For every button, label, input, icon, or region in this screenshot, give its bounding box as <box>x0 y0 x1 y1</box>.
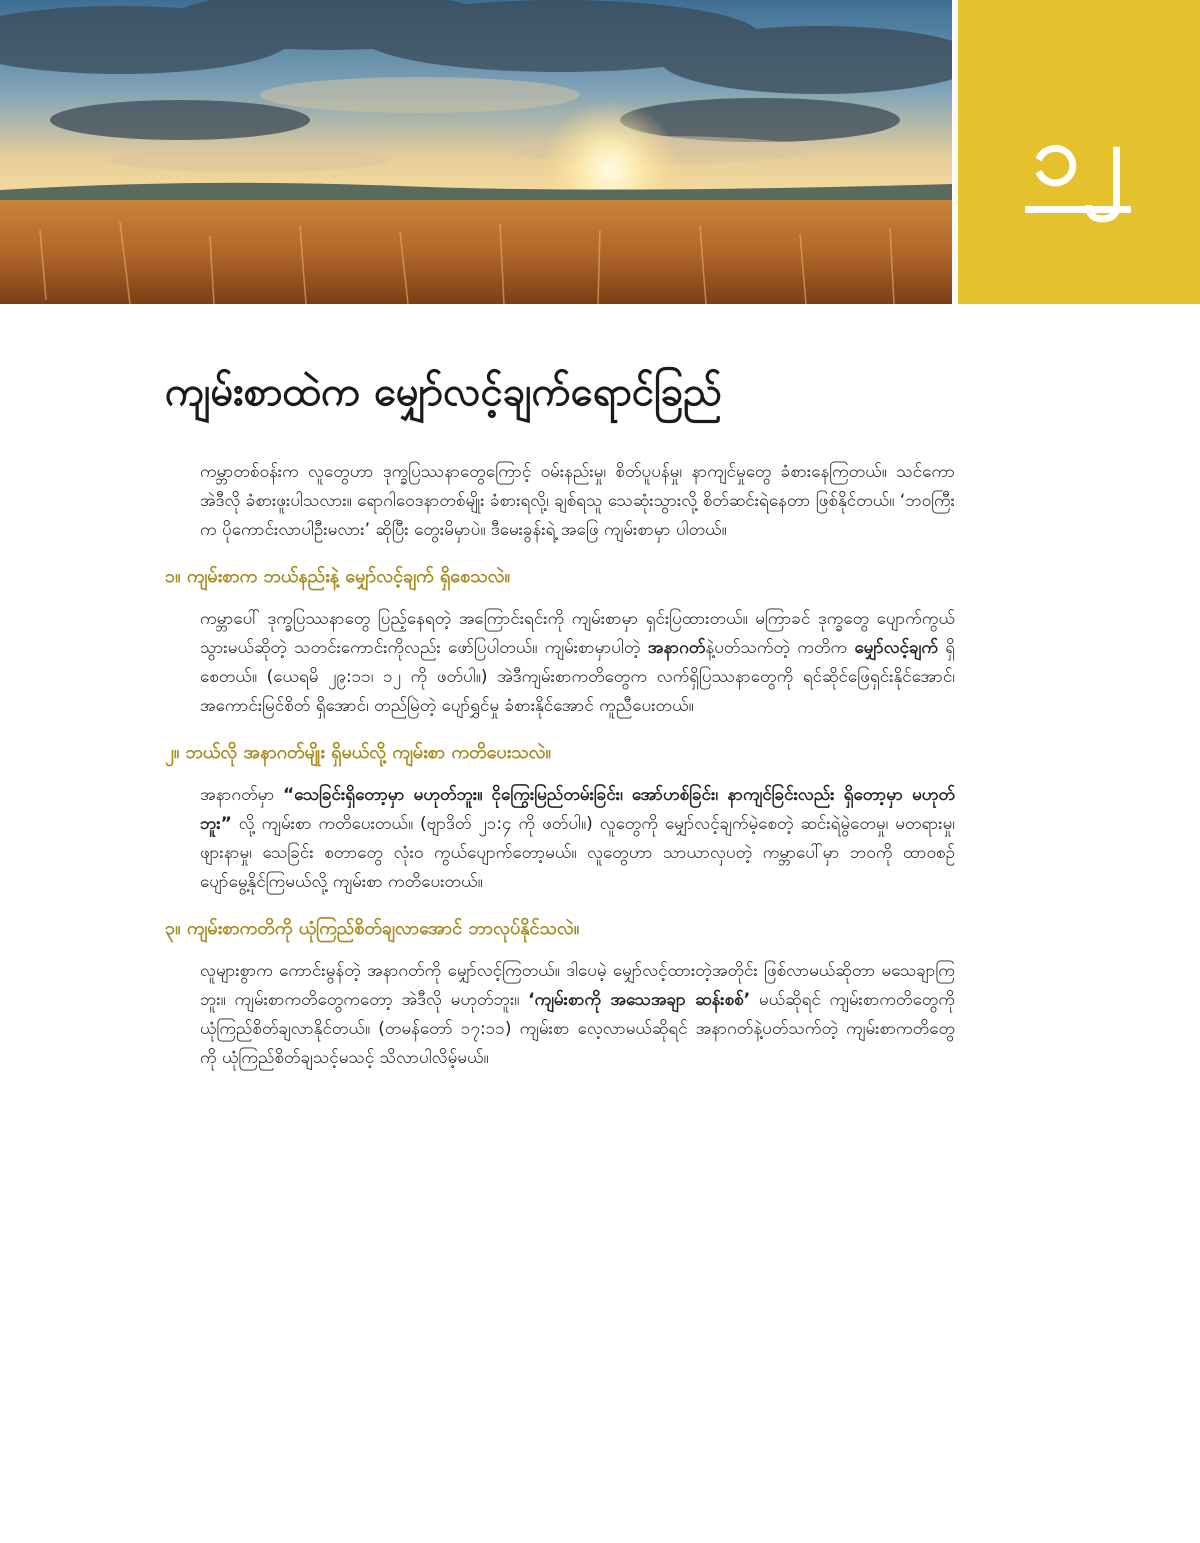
hero-image <box>0 0 952 304</box>
question-3: ၃။ ကျမ်းစာကတိကို ယုံကြည်စိတ်ချလာအောင် ဘာလုပ်နိုင်သလဲ။ <box>165 918 580 939</box>
answer-1-bold-future: အနာဂတ် <box>647 638 706 658</box>
answer-2-paragraph <box>200 781 955 897</box>
lesson-content <box>165 458 955 1073</box>
intro-paragraph: ကမ္ဘာတစ်ဝန်းက လူတွေဟာ ဒုက္ခပြဿနာတွေကြောင့် ဝမ်းနည်းမှု၊ စိတ်ပူပန်မှု၊ နာကျင်မှုတွေ ခံစားနေကြတယ်။ သင်ကော အဲဒီလို ခံစားဖူးပါသလား။ ရောဂါဝေဒနာတစ်မျိုး ခံစားရလို့၊ ချစ်ရသူ သေဆုံးသွားလို့ စိတ်ဆင်းရဲနေတာ ဖြစ်နိုင်တယ်။ ‘ဘဝကြီးက ပိုကောင်းလာပါဦးမလား’ ဆိုပြီး တွေးမိမှာပဲ။ ဒီမေးခွန်းရဲ့ အဖြေ ကျမ်းစာမှာ ပါတယ်။ <box>200 462 955 540</box>
lesson-number: ၁၂ <box>1032 106 1126 204</box>
lesson-number-underline <box>1025 206 1131 213</box>
answer-1-bold-hope: မျှော်လင့်ချက် <box>854 638 938 658</box>
answer-3-bold-examine: ‘ကျမ်းစာကို အသေအချာ ဆန်းစစ်’ <box>528 990 751 1010</box>
answer-2-text-b: လို့ ကျမ်းစာ ကတိပေးတယ်။ (ဗျာဒိတ် ၂၁:၄ ကို ဖတ်ပါ။) လူတွေကို မျှော်လင့်ချက်မဲ့စေတဲ့ ဆင်းရဲမွဲတေမှု၊ မတရားမှု၊ ဖျားနာမှု၊ သေခြင်း စတာတွေ လုံးဝ ကွယ်ပျောက်တော့မယ်။ လူတွေဟာ သာယာလှပတဲ့ ကမ္ဘာပေါ်မှာ ဘဝကို ထာဝစဉ် ပျော်မွေ့နိုင်ကြမယ်လို့ ကျမ်းစာ ကတိပေးတယ်။ <box>200 814 955 892</box>
wheat-field-sunset-illustration <box>0 0 952 304</box>
answer-2-text-a: အနာဂတ်မှာ <box>200 785 283 805</box>
answer-3-text-b: မယ်ဆိုရင် ကျမ်းစာကတိတွေကို ယုံကြည်စိတ်ချလာနိုင်တယ်။ (တမန်တော် ၁၇:၁၁) ကျမ်းစာ လေ့လာမယ်ဆိုရင် အနာဂတ်နဲ့ပတ်သက်တဲ့ ကျမ်းစာကတိတွေကို ယုံကြည်စိတ်ချသင့်မသင့် သိလာပါလိမ့်မယ်။ <box>200 990 955 1068</box>
page-title: ကျမ်းစာထဲက မျှော်လင့်ချက်ရောင်ခြည် <box>165 369 722 415</box>
answer-1-text-b: နဲ့ပတ်သက်တဲ့ ကတိက <box>705 638 855 658</box>
question-1: ၁။ ကျမ်းစာက ဘယ်နည်းနဲ့ မျှော်လင့်ချက် ရှိစေသလဲ။ <box>165 566 510 587</box>
answer-2-bold-quote: “သေခြင်းရှိတော့မှာ မဟုတ်ဘူး။ ငိုကြွေးမြည်တမ်းခြင်း၊ အော်ဟစ်ခြင်း၊ နာကျင်ခြင်းလည်း ရှိတော့မှာ မဟုတ်ဘူး” <box>200 785 955 834</box>
answer-3-paragraph <box>200 957 955 1073</box>
lesson-number-badge <box>958 0 1200 304</box>
answer-1-text-a: ကမ္ဘာပေါ် ဒုက္ခပြဿနာတွေ ပြည့်နေရတဲ့ အကြောင်းရင်းကို ကျမ်းစာမှာ ရှင်းပြထားတယ်။ မကြာခင် ဒုက္ခတွေ ပျောက်ကွယ်သွားမယ်ဆိုတဲ့ သတင်းကောင်းကိုလည်း ဖော်ပြပါတယ်။ ကျမ်းစာမှာပါတဲ့ <box>200 609 955 658</box>
answer-3-text-a: လူများစွာက ကောင်းမွန်တဲ့ အနာဂတ်ကို မျှော်လင့်ကြတယ်။ ဒါပေမဲ့ မျှော်လင့်ထားတဲ့အတိုင်း ဖြစ်လာမယ်ဆိုတာ မသေချာကြဘူး။ ကျမ်းစာကတိတွေကတော့ အဲဒီလို မဟုတ်ဘူး။ <box>200 961 955 1010</box>
answer-1-paragraph <box>200 605 955 721</box>
answer-1-text-c: ရှိစေတယ်။ (ယေရမိ ၂၉:၁၁၊ ၁၂ ကို ဖတ်ပါ။) အဲဒီကျမ်းစာကတိတွေက လက်ရှိပြဿနာတွေကို ရင်ဆိုင်ဖြေရှင်းနိုင်အောင်၊ အကောင်းမြင်စိတ် ရှိအောင်၊ တည်မြဲတဲ့ ပျော်ရွှင်မှု ခံစားနိုင်အောင် ကူညီပေးတယ်။ <box>200 638 956 716</box>
question-2: ၂။ ဘယ်လို အနာဂတ်မျိုး ရှိမယ်လို့ ကျမ်းစာ ကတိပေးသလဲ။ <box>165 742 551 763</box>
